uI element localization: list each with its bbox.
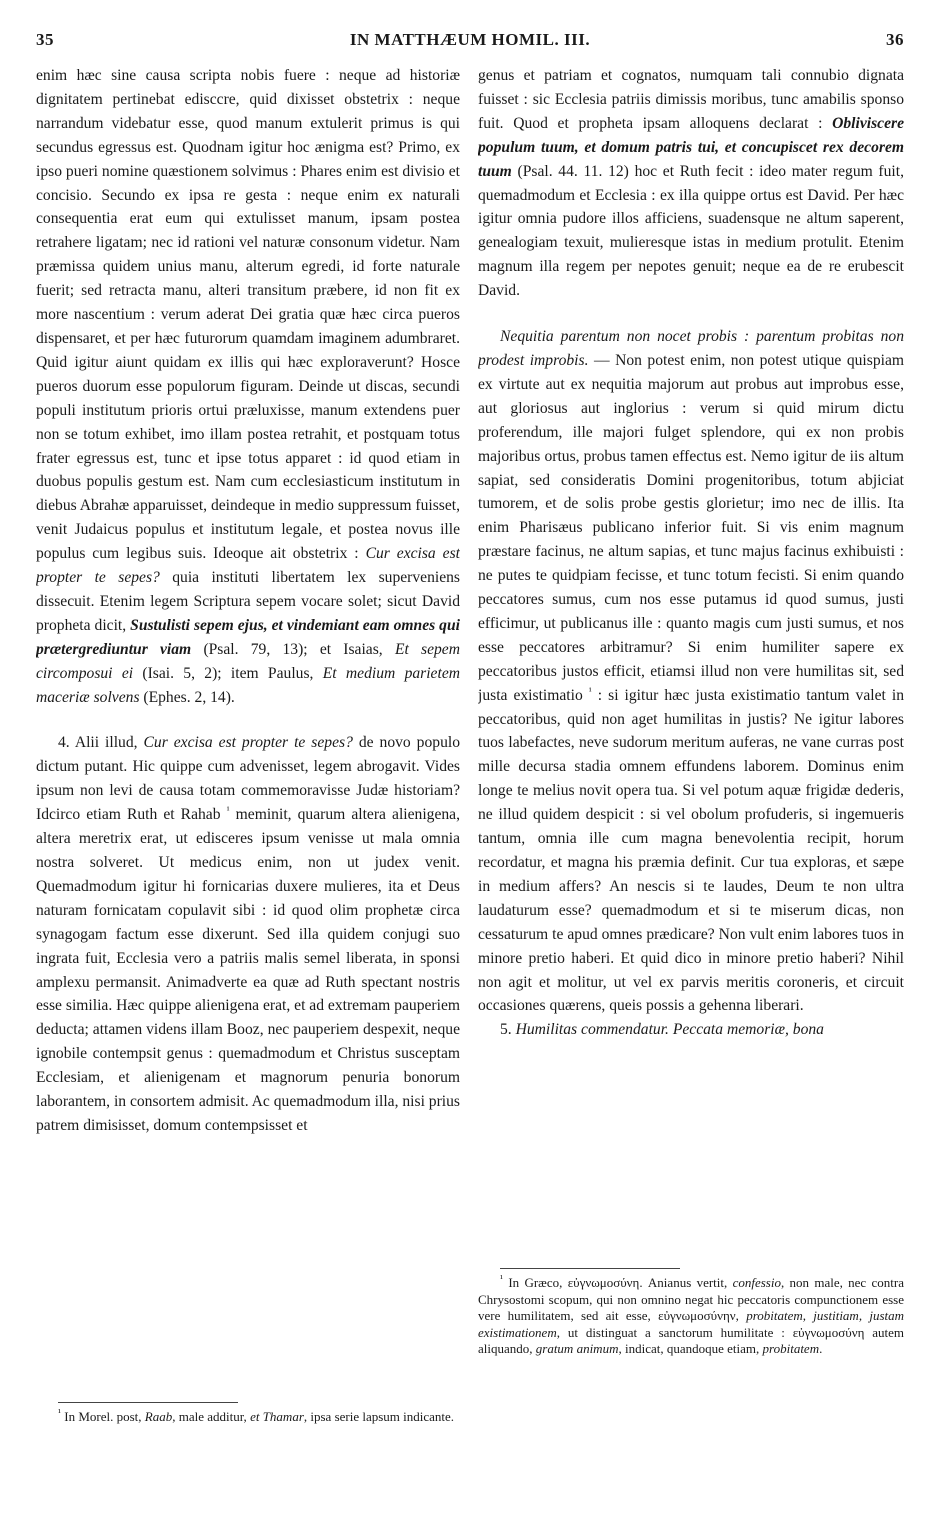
footnote: $^{^1}$ In Morel. post, Raab, male additur, et Thamar, ipsa serie lapsum indicante.	[58, 1407, 455, 1424]
footnote: $^{^1}$ In Græco, εὐγνωμοσύνη. Anianus vertit, confessio, non male, nec contra Chrysostomi scopum, qui non omnino negat hic peccatoris compunctionem esse vere humilitatem, sed ait esse, εὐγνωμοσύνην, probitatem, justitiam, justam existimationem, ut distinguat a sanctorum humilitate : εὐγνωμοσύνη autem aliquando, gratum animum, indicat, quandoque etiam, probitatem.	[478, 1273, 905, 1356]
footnote-rule	[500, 1268, 680, 1269]
footnotes-left	[36, 1402, 460, 1426]
footnotes-right	[478, 1268, 904, 1358]
paragraph	[478, 1018, 904, 1042]
section-heading: Humilitas commendatur. Peccata memoriæ, bona	[515, 1021, 824, 1039]
paragraph: enim hæc sine causa scripta nobis fuere : neque ad historiæ dignitatem pertinebat edisccre, quid dixisset obstetrix : neque narrandum videbatur esse, quod manum extulerit primus is qui secundus egressus est. Quodnam igitur hoc ænigma est? Primo, ex ipso pueri nomine quæstionem solvimus : Phares enim est divisio et concisio. Secundo ex ipsa re gesta : neque enim ex naturali consequentia erat eum qui extulisset manum, ipsam postea retrahere ligatam; nec id rationi vel naturæ consonum videtur. Nam præmissa quidem unius manu, alterum egredi, id forte naturale fuerit; sed retracta manu, alteri transitum præbere, id non fit ex more nascentium : verum aderat Dei gratia quæ hæc circa pueros dispensaret, et per hæc futurorum quamdam imaginem adumbraret. Quid igitur aiunt quidam ex illis qui hæc exploraverunt? Hosce pueros duorum esse populorum figuram. Deinde ut discas, secundi populi institutum prioris ortui præluxisse, manum extendens puer non se totum exhibet, imo illam postea retrahit, et postquam totus frater egressus est, tunc et ipse totus apparet : id quod etiam in duobus populis gestum est. Nam cum ecclesiasticum institutum in diebus Abrahæ apparuisset, deindeque in medio suppressum fuisset, venit Judaicus populus et institutum legale, et postea novus ille populus cum legibus suis. Ideoque ait obstetrix : Cur excisa est propter te sepes? quia instituti libertatem lex superveniens dissecuit. Etenim legem Scriptura sepem vocare solet; sicut David propheta dicit, Sustulisti sepem ejus, et vindemiant eam omnes qui prætergrediuntur viam (Psal. 79, 13); et Isaias, Et sepem circomposui ei (Isai. 5, 2); item Paulus, Et medium parietem maceriæ solvens (Ephes. 2, 14).	[36, 67, 460, 706]
running-title: IN MATTHÆUM HOMIL. III.	[349, 30, 591, 49]
paragraph: genus et patriam et cognatos, numquam tali connubio dignata fuisset : sic Ecclesia patriis dimissis moribus, tunc amabilis sponso fuit. Quod et propheta ipsam alloquens declarat : Obliviscere populum tuum, et domum patris tui, et concupiscet rex decorem tuum (Psal. 44. 11. 12) hoc et Ruth fecit : ideo mater regum fuit, quemadmodum et Ecclesia : ex illa quippe ortus est David. Per hæc igitur omnia pudore illos afficiens, suadensque ne altum saperent, genealogiam texuit, mulieresque istas in medium protulit. Etenim magnum illa regem per nepotes genuit; neque ea de re erubescit David.	[478, 67, 904, 300]
section-number: 5.	[500, 1021, 512, 1039]
page-number-right: 36	[886, 30, 904, 49]
footnote-mark: ¹	[588, 685, 592, 697]
paragraph: 4. Alii illud, Cur excisa est propter te sepes? de novo populo dictum putant. Hic quippe cum advenisset, legem abrogavit. Vides ipsum non levi de causa totam commemoravisse Judæ historiam? Idcirco etiam Ruth et Rahab $^{^1}$ meminit, quarum altera alienigena, altera meretrix erat, ut edisceres ipsum venisse ut mala omnia nostra solveret. Ut medicus enim, non ut judex venit. Quemadmodum igitur hi fornicarias duxere mulieres, ita et Deus naturam fornicatam copulavit sibi : id quod olim prophetæ circa synagogam factum esse dixerunt. Sed illa quidem conjugi suo ingrata fuit, Ecclesia vero a patriis malis semel liberata, in sponsi amplexu permansit. Animadverte ea quæ ad Ruth spectant nostris esse similia. Hæc quippe alienigena erat, et ad extremam pauperiem deducta; attamen videns illam Booz, nec pauperiem despexit, neque ignobile contempsit genus : quemadmodum et Christus susceptam Ecclesiam, et alienigenam et magnorum penuria bonorum laborantem, in consortem admisit. Ac quemadmodum illa, nisi prius patrem dimisisset, domum contempsisset et	[36, 734, 460, 1134]
section-heading: Nequitia parentum non nocet probis : parentum probitas non prodest improbis.	[478, 328, 904, 369]
left-column	[36, 64, 460, 1504]
footnote-rule	[58, 1402, 238, 1403]
section-number: 4.	[58, 734, 70, 752]
page-number-left: 35	[36, 30, 54, 49]
running-header	[36, 30, 904, 54]
footnote-mark: ¹	[226, 805, 230, 816]
paragraph: Nequitia parentum non nocet probis : parentum probitas non prodest improbis. — Non potest enim, non potest utique quispiam ex virtute aut ex nequitia majorum aut probus aut improbus esse, aut gloriosus aut inglorius : verum si quid mirum dictu proferendum, ille majori fulget splendore, qui ex non probis majoribus ortus, probus tamen effectus est. Nemo igitur de iis altum sapiat, sed consideratis Domini progenitoribus, totum abjiciat tumorem, et de solis probe gestis glorietur; imo nec de illis. Ita enim Pharisæus publicano inferior fuit. Si vis enim magnum præstare facinus, ne altum sapias, et tunc majus facinus exhibuisti : ne putes te quidpiam fecisse, et tunc totum fecisti. Si enim quando peccatores sumus, cum nos esse putamus id quod sumus, justi efficimur, ut publicanus ille : quanto magis cum justi sumus, et nos esse peccatores arbitramur? Si enim humiliter sapere ex peccatoribus justos efficit, etiamsi illud non vere humilitas sit, sed justa existimatio $^{^1}$ : si igitur hæc justa existimatio tantum valet in peccatoribus, quid non aget humilitas in justis? Ne igitur labores tuos labefactes, neve sudorum meritum auferas, ne vane curras post mille decursa stadia omnem effundens laborem. Dominus enim longe te melius novit opera tua. Si vel potum aquæ frigidæ dederis, ne illud quidem despicit : si vel obolum profuderis, si ingemueris tantum, omnia ille cum magna benevolentia recipit, horum recordatur, et magna his præmia definit. Cur tua exploras, et sæpe in medium affers? An nescis si te laudes, Deum te non ultra laudaturum esse? quemadmodum et si te miserum dicas, non cessaturum te apud omnes prædicare? Non vult enim labores tuos in minore pretio haberi. Et quid dico in minore pretio haberi? Nihil non agit et molitur, ut vel ex parvis meritis coroneris, et circuit occasiones quærens, queis possis a gehenna liberari.	[478, 328, 904, 1015]
